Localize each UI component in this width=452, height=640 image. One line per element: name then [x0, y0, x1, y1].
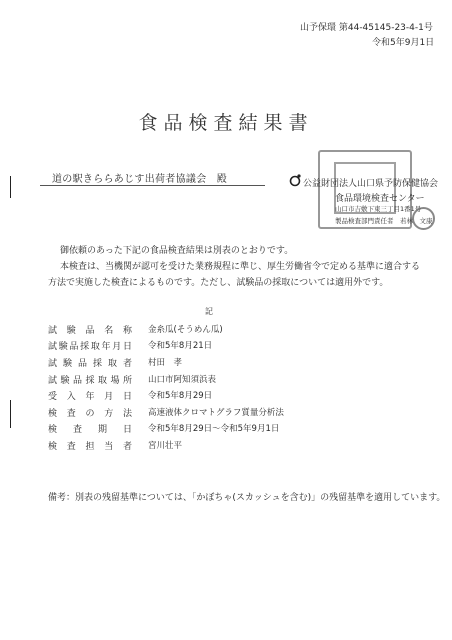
recipient-name: 道の駅きららあじす出荷者協議会 殿 [52, 174, 228, 185]
ki-marker: 記 [205, 307, 213, 316]
recipient-underline [40, 185, 265, 186]
remarks-note: 備考：別表の残留基準については、「かぼちゃ(スカッシュを含む)」の残留基準を適用しています。 [48, 493, 446, 503]
detail-value: 令和5年8月21日 [148, 341, 213, 351]
issuer-address: 山口市吉敷下東三丁目1番1号 [335, 205, 422, 213]
detail-label: 検査担当者 [48, 442, 132, 452]
detail-label: 試験品名称 [48, 326, 132, 336]
margin-mark-bottom [10, 400, 12, 428]
issuer-logo-icon [289, 173, 303, 187]
issuer-manager: 製品検査部門責任者 若林 文康 [335, 217, 433, 225]
page-title: 食品検査結果書 [138, 112, 314, 134]
body-paragraph-1: 御依頼のあった下記の食品検査結果は別表のとおりです。 [60, 246, 294, 256]
detail-label: 試験品採取年月日 [48, 342, 132, 352]
detail-label: 試験品採取場所 [48, 376, 132, 386]
issuer-name: 公益財団法人山口県予防保健協会 [303, 179, 439, 189]
document-number: 山予保環 第44-45145-23-4-1号 [300, 23, 433, 33]
detail-value: 金糸瓜(そうめん瓜) [148, 325, 223, 335]
issuer-center: 食品環境検査センター [335, 194, 425, 204]
detail-value: 高速液体クロマトグラフ質量分析法 [148, 408, 284, 418]
detail-label: 検査期日 [48, 425, 132, 435]
body-paragraph-3: 方法で実施した検査によるものです。ただし、試験品の採取については適用外です。 [48, 278, 389, 288]
detail-value: 令和5年8月29日 [148, 391, 213, 401]
body-paragraph-2: 本検査は、当機関が認可を受けた業務規程に準じ、厚生労働省令で定める基準に適合する [60, 262, 421, 272]
detail-value: 令和5年8月29日～令和5年9月1日 [148, 424, 280, 434]
detail-label: 試験品採取者 [48, 359, 132, 369]
detail-value: 山口市阿知須浜表 [148, 375, 217, 385]
detail-label: 検査の方法 [48, 409, 132, 419]
issue-date: 令和5年9月1日 [372, 38, 435, 48]
margin-mark-top [10, 176, 12, 198]
detail-value: 村田 孝 [148, 358, 183, 368]
detail-value: 宮川壮平 [148, 441, 183, 451]
detail-label: 受入年月日 [48, 392, 132, 402]
personal-seal [412, 207, 435, 230]
